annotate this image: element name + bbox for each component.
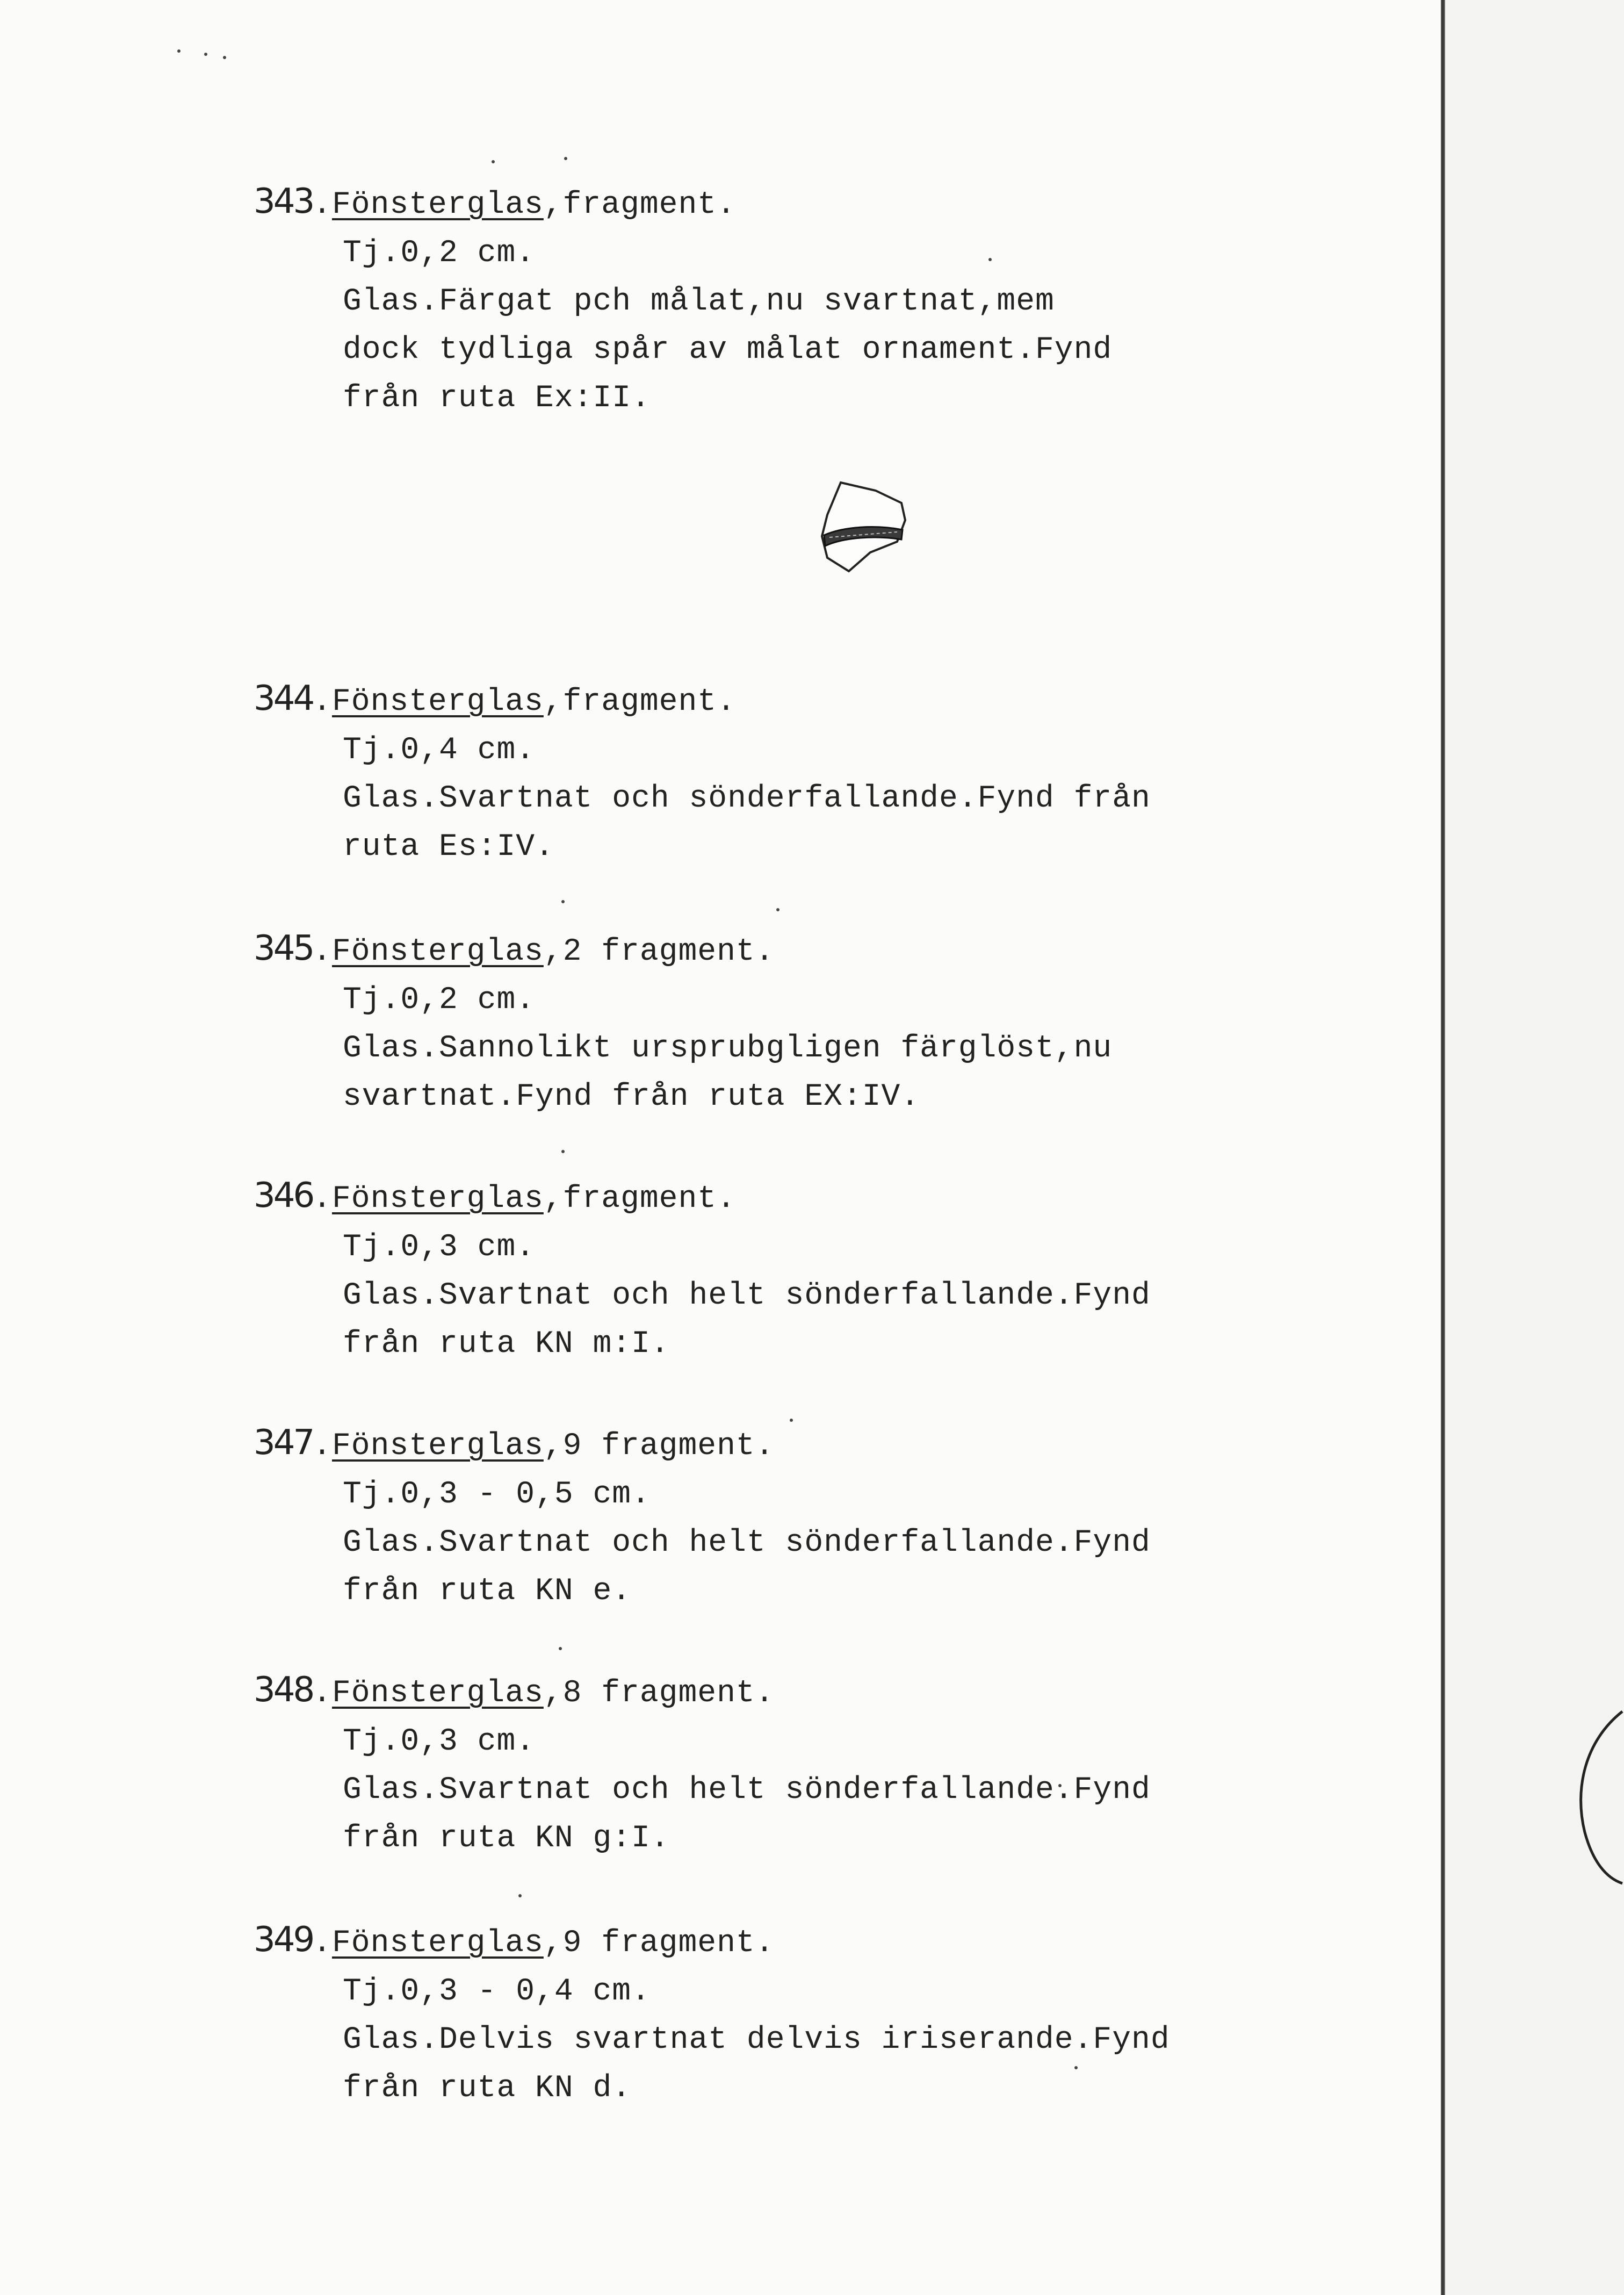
page-edge-shadow — [1441, 0, 1445, 2295]
description-line: Glas.Sannolikt ursprubgligen färglöst,nu — [343, 1031, 1113, 1066]
description-line: Glas.Svartnat och helt sönderfallande.Fynd — [343, 1526, 1151, 1560]
entry-title: Fönsterglas — [331, 1676, 544, 1711]
find-location-line: från ruta KN e. — [343, 1574, 632, 1609]
entry-title-rest: ,fragment. — [543, 1182, 736, 1217]
thickness-line: Tj.0,2 cm. — [343, 983, 536, 1018]
find-location-line: från ruta KN g:I. — [343, 1821, 670, 1856]
find-location-line: från ruta Ex:II. — [343, 381, 651, 416]
entry-title-rest: ,9 fragment. — [543, 1926, 775, 1961]
page-right-margin — [1441, 0, 1624, 2295]
thickness-line: Tj.0,3 - 0,5 cm. — [343, 1477, 651, 1512]
description-line: dock tydliga spår av målat ornament.Fynd — [343, 333, 1113, 368]
entry-heading: 345.Fönsterglas,2 fragment. — [254, 929, 775, 969]
entry-title-rest: ,fragment. — [543, 685, 736, 720]
find-location-line: från ruta KN m:I. — [343, 1327, 670, 1362]
thickness-line: Tj.0,3 - 0,4 cm. — [343, 1974, 651, 2009]
entry-heading: 348.Fönsterglas,8 fragment. — [254, 1670, 775, 1711]
thickness-line: Tj.0,3 cm. — [343, 1230, 536, 1265]
thickness-line: Tj.0,3 cm. — [343, 1724, 536, 1759]
entry-number: 347 — [254, 1423, 313, 1463]
entry-heading: 343.Fönsterglas,fragment. — [254, 182, 736, 222]
description-line: Glas.Svartnat och helt sönderfallande.Fynd — [343, 1278, 1151, 1313]
entry-title-rest: ,fragment. — [543, 188, 736, 222]
description-line: Glas.Delvis svartnat delvis iriserande.Fynd — [343, 2023, 1170, 2057]
entry-number: 346 — [254, 1176, 313, 1215]
entry-title: Fönsterglas — [331, 934, 544, 969]
entry-title-rest: ,9 fragment. — [543, 1429, 775, 1464]
entry-heading: 347.Fönsterglas,9 fragment. — [254, 1423, 775, 1464]
entry-title: Fönsterglas — [331, 1926, 544, 1961]
entry-number: 343 — [254, 182, 313, 221]
entry-title: Fönsterglas — [331, 1429, 544, 1464]
catalog-entry — [254, 1666, 1151, 1863]
entry-number: 348 — [254, 1670, 313, 1710]
thickness-line: Tj.0,4 cm. — [343, 733, 536, 768]
glass-fragment-drawing — [811, 477, 913, 585]
catalog-entry — [254, 924, 1112, 1121]
entry-title-rest: ,2 fragment. — [543, 934, 775, 969]
entry-number: 344 — [254, 679, 313, 718]
catalog-entry — [254, 1419, 1151, 1616]
binder-ring-edge — [1574, 1709, 1624, 1886]
entry-title: Fönsterglas — [331, 685, 544, 720]
description-line: Glas.Färgat pch målat,nu svartnat,mem — [343, 284, 1055, 319]
find-location-line: svartnat.Fynd från ruta EX:IV. — [343, 1080, 920, 1114]
catalog-entry — [254, 177, 1112, 423]
description-line: Glas.Svartnat och helt sönderfallande.Fynd — [343, 1773, 1151, 1808]
entry-title: Fönsterglas — [331, 188, 544, 222]
entry-title: Fönsterglas — [331, 1182, 544, 1217]
entry-heading: 346.Fönsterglas,fragment. — [254, 1176, 736, 1217]
thickness-line: Tj.0,2 cm. — [343, 236, 536, 271]
catalog-entry — [254, 674, 1151, 872]
entry-number: 349 — [254, 1920, 313, 1960]
catalog-entry — [254, 1171, 1151, 1369]
entry-heading: 349.Fönsterglas,9 fragment. — [254, 1920, 775, 1961]
find-location-line: ruta Es:IV. — [343, 830, 554, 865]
entry-heading: 344.Fönsterglas,fragment. — [254, 679, 736, 720]
find-location-line: från ruta KN d. — [343, 2071, 632, 2106]
description-line: Glas.Svartnat och sönderfallande.Fynd från — [343, 781, 1151, 816]
entry-title-rest: ,8 fragment. — [543, 1676, 775, 1711]
catalog-entry — [254, 1916, 1170, 2113]
entry-number: 345 — [254, 929, 313, 968]
